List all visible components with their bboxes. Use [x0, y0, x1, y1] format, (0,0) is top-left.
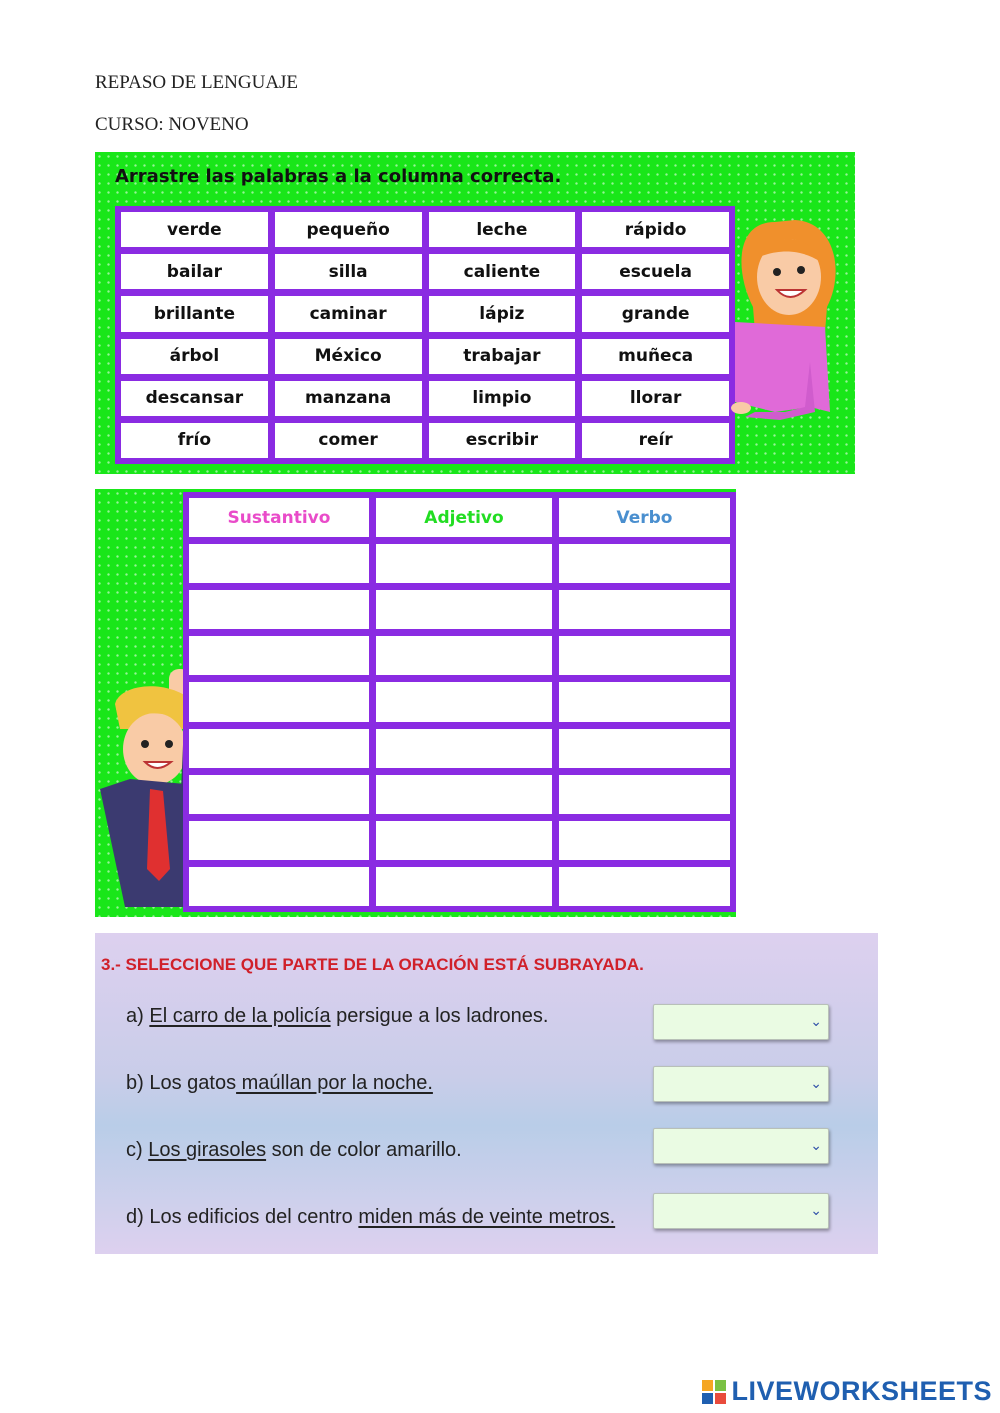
classification-table	[183, 492, 736, 912]
drop-slot-adjetivo[interactable]	[376, 544, 552, 583]
drop-slot-sustantivo[interactable]	[189, 729, 369, 768]
word-tile[interactable]: frío	[121, 423, 268, 458]
chevron-down-icon: ⌄	[810, 1075, 822, 1091]
answer-select-d[interactable]	[653, 1193, 829, 1229]
underlined-text: El carro de la policía	[149, 1005, 331, 1027]
underlined-text: Los girasoles	[148, 1139, 267, 1161]
drop-slot-sustantivo[interactable]	[189, 867, 369, 906]
drop-slot-verbo[interactable]	[559, 636, 730, 675]
word-tile[interactable]: rápido	[582, 212, 729, 247]
sentence-text: son de color amarillo.	[266, 1139, 462, 1161]
word-tile[interactable]: pequeño	[275, 212, 422, 247]
drop-slot-verbo[interactable]	[559, 867, 730, 906]
drop-slot-adjetivo[interactable]	[376, 729, 552, 768]
word-bank-panel	[95, 152, 855, 474]
word-tile[interactable]: escribir	[429, 423, 576, 458]
sentence-c	[126, 1139, 462, 1162]
drop-slot-sustantivo[interactable]	[189, 821, 369, 860]
item-letter: d)	[126, 1206, 144, 1228]
drop-slot-sustantivo[interactable]	[189, 544, 369, 583]
word-tile[interactable]: lápiz	[429, 296, 576, 331]
column-header-label: Sustantivo	[227, 507, 331, 528]
column-header-verbo	[559, 498, 730, 537]
drop-slot-adjetivo[interactable]	[376, 867, 552, 906]
classification-panel	[95, 489, 736, 917]
word-tile[interactable]: llorar	[582, 381, 729, 416]
drop-slot-sustantivo[interactable]	[189, 636, 369, 675]
course-label: CURSO: NOVENO	[95, 114, 249, 135]
column-header-label: Verbo	[616, 507, 673, 528]
drop-slot-verbo[interactable]	[559, 775, 730, 814]
word-tile[interactable]: trabajar	[429, 339, 576, 374]
question-3-panel	[95, 933, 878, 1254]
sentence-a	[126, 1005, 548, 1028]
word-tile[interactable]: leche	[429, 212, 576, 247]
drop-slot-verbo[interactable]	[559, 590, 730, 629]
drop-slot-adjetivo[interactable]	[376, 775, 552, 814]
word-bank-grid	[115, 206, 735, 464]
drop-slot-verbo[interactable]	[559, 544, 730, 583]
brand-name: LIVEWORKSHEETS	[731, 1376, 992, 1406]
word-tile[interactable]: brillante	[121, 296, 268, 331]
answer-select-b[interactable]	[653, 1066, 829, 1102]
item-letter: a)	[126, 1005, 144, 1027]
answer-select-c[interactable]	[653, 1128, 829, 1164]
question-3-title: 3.- SELECCIONE QUE PARTE DE LA ORACIÓN ESTÁ SUBRAYADA.	[101, 955, 644, 974]
word-tile[interactable]: comer	[275, 423, 422, 458]
word-tile[interactable]: caliente	[429, 254, 576, 289]
drop-slot-verbo[interactable]	[559, 682, 730, 721]
word-tile[interactable]: árbol	[121, 339, 268, 374]
sentence-text: Los edificios del centro	[149, 1206, 359, 1228]
chevron-down-icon: ⌄	[810, 1013, 822, 1029]
chevron-down-icon: ⌄	[810, 1137, 822, 1153]
underlined-text: miden más de veinte metros.	[358, 1206, 616, 1228]
word-tile[interactable]: manzana	[275, 381, 422, 416]
underlined-text: maúllan por la noche.	[236, 1072, 433, 1094]
word-tile[interactable]: grande	[582, 296, 729, 331]
item-letter: b)	[126, 1072, 144, 1094]
word-tile[interactable]: muñeca	[582, 339, 729, 374]
column-header-adjetivo	[376, 498, 552, 537]
word-tile[interactable]: verde	[121, 212, 268, 247]
word-tile[interactable]: silla	[275, 254, 422, 289]
drop-slot-sustantivo[interactable]	[189, 775, 369, 814]
drop-slot-adjetivo[interactable]	[376, 590, 552, 629]
girl-illustration	[715, 212, 855, 474]
liveworksheets-logo	[701, 1376, 992, 1407]
drop-slot-verbo[interactable]	[559, 821, 730, 860]
sentence-text: persigue a los ladrones.	[330, 1005, 549, 1027]
word-tile[interactable]: limpio	[429, 381, 576, 416]
answer-select-a[interactable]	[653, 1004, 829, 1040]
drop-slot-adjetivo[interactable]	[376, 636, 552, 675]
drop-slot-sustantivo[interactable]	[189, 590, 369, 629]
word-tile[interactable]: bailar	[121, 254, 268, 289]
word-tile[interactable]: descansar	[121, 381, 268, 416]
drop-slot-adjetivo[interactable]	[376, 821, 552, 860]
word-tile[interactable]: escuela	[582, 254, 729, 289]
word-tile[interactable]: México	[275, 339, 422, 374]
drop-slot-verbo[interactable]	[559, 729, 730, 768]
sentence-text: Los gatos	[149, 1072, 237, 1094]
word-tile[interactable]: reír	[582, 423, 729, 458]
drop-slot-adjetivo[interactable]	[376, 682, 552, 721]
column-header-sustantivo	[189, 498, 369, 537]
sentence-d	[126, 1206, 615, 1229]
item-letter: c)	[126, 1139, 143, 1161]
drop-slot-sustantivo[interactable]	[189, 682, 369, 721]
word-bank-instruction: Arrastre las palabras a la columna correcta.	[115, 166, 562, 187]
word-tile[interactable]: caminar	[275, 296, 422, 331]
chevron-down-icon: ⌄	[810, 1202, 822, 1218]
sentence-b	[126, 1072, 433, 1095]
logo-icon	[701, 1379, 727, 1405]
worksheet-title: REPASO DE LENGUAJE	[95, 72, 299, 93]
column-header-label: Adjetivo	[424, 507, 504, 528]
